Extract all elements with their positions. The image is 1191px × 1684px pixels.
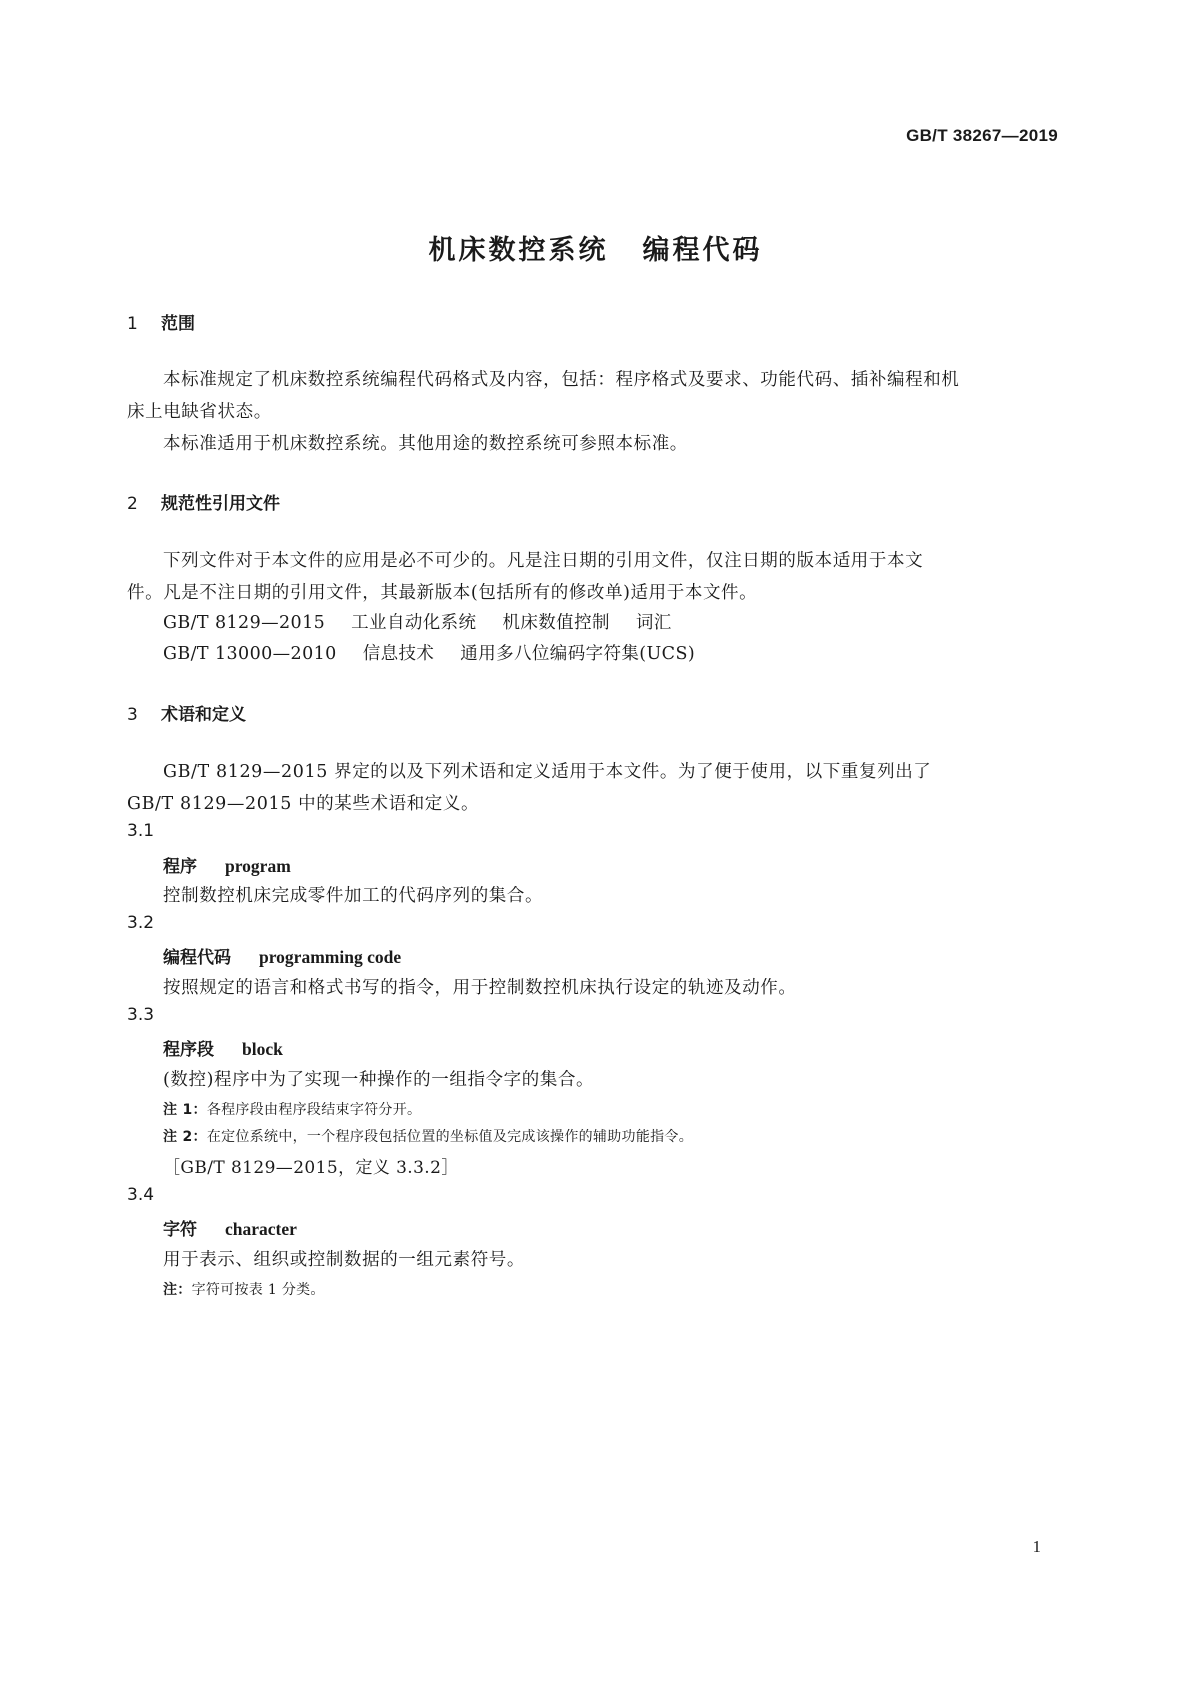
term-english: program	[225, 856, 291, 876]
section-3-heading	[127, 700, 246, 725]
term-chinese: 程序	[163, 857, 197, 877]
normative-reference	[163, 640, 695, 665]
reference-code: GB/T 13000—2010	[163, 644, 337, 664]
term-number: 3.3	[127, 1005, 155, 1025]
note-label: 注 2：	[163, 1129, 207, 1145]
section-2-heading	[127, 489, 280, 514]
reference-title: 词汇	[635, 613, 672, 633]
term-note	[163, 1279, 325, 1299]
section-3-title: 术语和定义	[161, 705, 246, 725]
section-2-title: 规范性引用文件	[161, 494, 280, 514]
section-1-para-1-line-1: 本标准规定了机床数控系统编程代码格式及内容，包括：程序格式及要求、功能代码、插补编程和机	[163, 370, 960, 390]
document-title-part2: 编程代码	[642, 235, 763, 266]
reference-title: 通用多八位编码字符集(UCS)	[460, 644, 696, 664]
standard-code: GB/T 38267—2019	[906, 126, 1058, 145]
document-title-part1: 机床数控系统	[428, 235, 609, 266]
term-english: programming code	[259, 947, 402, 967]
section-1-para-2: 本标准适用于机床数控系统。其他用途的数控系统可参照本标准。	[163, 434, 688, 454]
section-1-heading	[127, 309, 195, 334]
term-definition: (数控)程序中为了实现一种操作的一组指令字的集合。	[163, 1070, 595, 1090]
reference-title: 工业自动化系统	[351, 613, 477, 633]
section-1-number: 1	[127, 314, 138, 334]
term-english: block	[242, 1039, 283, 1059]
term-note	[163, 1099, 421, 1119]
term-note	[163, 1126, 693, 1146]
normative-reference	[163, 609, 672, 634]
section-2-para-1-line-1: 下列文件对于本文件的应用是必不可少的。凡是注日期的引用文件，仅注日期的版本适用于本文	[163, 551, 924, 571]
section-2-para-1-line-2: 件。凡是不注日期的引用文件，其最新版本(包括所有的修改单)适用于本文件。	[127, 583, 758, 603]
term-definition: 按照规定的语言和格式书写的指令，用于控制数控机床执行设定的轨迹及动作。	[163, 978, 797, 998]
section-3-para-1-line-2: GB/T 8129—2015 中的某些术语和定义。	[127, 794, 480, 814]
section-1-title: 范围	[161, 314, 195, 334]
note-label: 注 1：	[163, 1102, 207, 1118]
section-1-para-1-line-2: 床上电缺省状态。	[127, 402, 272, 422]
note-text: 各程序段由程序段结束字符分开。	[206, 1102, 422, 1118]
section-2-number: 2	[127, 494, 138, 514]
term-number: 3.2	[127, 913, 155, 933]
reference-code: GB/T 8129—2015	[163, 613, 326, 633]
term-heading	[163, 1215, 297, 1240]
note-label: 注：	[163, 1282, 192, 1298]
term-heading	[163, 852, 291, 877]
term-definition: 控制数控机床完成零件加工的代码序列的集合。	[163, 886, 544, 906]
section-3-number: 3	[127, 705, 138, 725]
note-text: 在定位系统中，一个程序段包括位置的坐标值及完成该操作的辅助功能指令。	[206, 1129, 694, 1145]
reference-title: 机床数值控制	[502, 613, 610, 633]
term-number: 3.4	[127, 1185, 155, 1205]
term-chinese: 程序段	[163, 1040, 214, 1060]
page-number: 1	[1032, 1537, 1041, 1556]
section-3-para-1-line-1: GB/T 8129—2015 界定的以及下列术语和定义适用于本文件。为了便于使用，以下重复列出了	[163, 762, 932, 782]
term-chinese: 编程代码	[163, 948, 231, 968]
document-title	[0, 228, 1191, 267]
term-source: ［GB/T 8129—2015，定义 3.3.2］	[163, 1158, 459, 1178]
term-heading	[163, 943, 401, 968]
term-english: character	[225, 1219, 297, 1239]
term-definition: 用于表示、组织或控制数据的一组元素符号。	[163, 1250, 525, 1270]
term-chinese: 字符	[163, 1220, 197, 1240]
reference-title: 信息技术	[362, 644, 435, 664]
note-text: 字符可按表 1 分类。	[191, 1282, 325, 1298]
term-heading	[163, 1035, 283, 1060]
term-number: 3.1	[127, 821, 155, 841]
